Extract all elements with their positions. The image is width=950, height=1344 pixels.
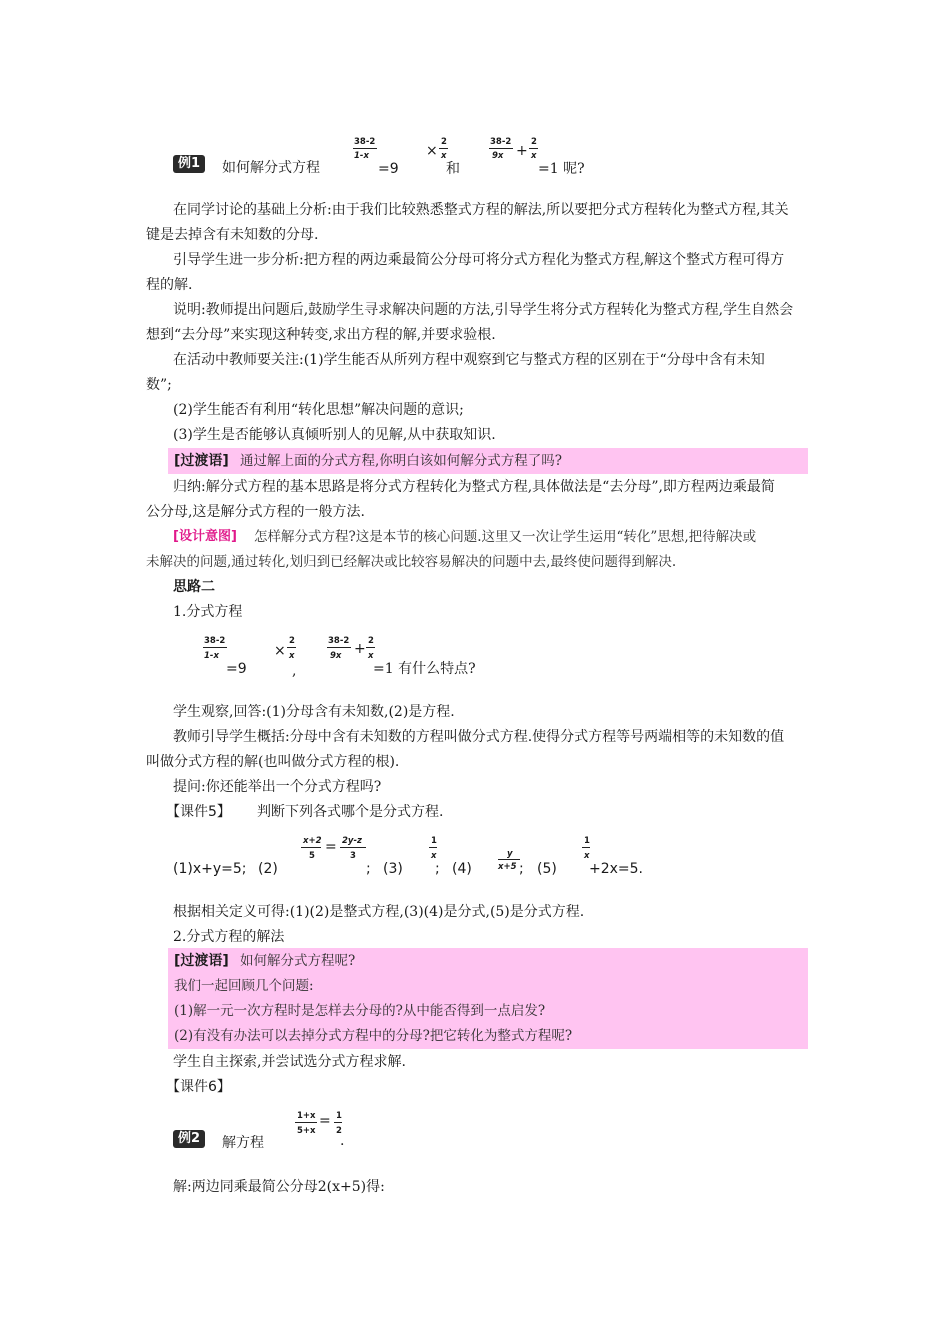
i2-frac1-denominator: 1-x: [204, 651, 219, 661]
list-item-1: (1)x+y=5;: [173, 861, 247, 877]
list-item-2-prefix: (2): [258, 861, 278, 877]
i2-frac4-bar: [366, 647, 375, 648]
i2-equals-9: =9: [226, 661, 247, 677]
e2-period: .: [340, 1133, 345, 1149]
i2-frac1-bar: [203, 647, 227, 648]
e1-plus: +: [516, 143, 528, 159]
paragraph-1-line-2: 键是去掉含有未知数的分母.: [146, 227, 319, 243]
judge-instruction: 判断下列各式哪个是分式方程.: [257, 804, 444, 820]
i2-comma: ,: [292, 663, 297, 679]
e1-frac3-bar: [489, 148, 513, 149]
item5-rest: +2x=5.: [589, 861, 644, 877]
definition-line-1: 教师引导学生概括:分母中含有未知数的方程叫做分式方程.使得分式方程等号两端相等的未知数的值: [173, 729, 785, 745]
e2-lhs-denominator: 5+x: [297, 1126, 316, 1136]
idea-2-item-2: 2.分式方程的解法: [173, 929, 285, 945]
i2-frac3-denominator: 9x: [330, 651, 342, 661]
paragraph-4-line-1: 在活动中教师要关注:(1)学生能否从所列方程中观察到它与整式方程的区别在于“分母中含有未知: [173, 352, 765, 368]
e1-frac1-numerator: 38-2: [354, 137, 376, 147]
transition-1-text: 通过解上面的分式方程,你明白该如何解分式方程了吗?: [240, 453, 563, 469]
list-item-4-prefix: (4): [452, 861, 472, 877]
item5-numerator: 1: [584, 836, 590, 846]
paragraph-6: (3)学生是否能够认真倾听别人的见解,从中获取知识.: [173, 427, 496, 443]
e1-frac4-denominator: x: [531, 151, 537, 161]
item4-semicolon: ;: [519, 861, 524, 877]
e2-rhs-denominator: 2: [336, 1126, 342, 1136]
example-2-badge: 例2: [173, 1130, 205, 1148]
e1-frac2-bar: [439, 148, 448, 149]
i2-frac3-bar: [327, 647, 351, 648]
e1-frac3-denominator: 9x: [492, 151, 504, 161]
e1-suffix: =1 呢?: [538, 161, 585, 177]
item2-equals: =: [325, 839, 337, 855]
question-prompt: 提问:你还能举出一个分式方程吗?: [173, 779, 382, 795]
student-observation: 学生观察,回答:(1)分母含有未知数,(2)是方程.: [173, 704, 455, 720]
list-item-3-prefix: (3): [383, 861, 403, 877]
i2-frac4-denominator: x: [368, 651, 374, 661]
item2-frac-a-numerator: x+2: [303, 836, 322, 846]
transition-2-line-4: (2)有没有办法可以去掉分式方程中的分母?把它转化为整式方程呢?: [174, 1028, 573, 1044]
paragraph-3-line-1: 说明:教师提出问题后,鼓励学生寻求解决问题的方法,引导学生将分式方程转化为整式方程,学生自然会: [173, 302, 794, 318]
paragraph-5: (2)学生能否有利用“转化思想”解决问题的意识;: [173, 402, 464, 418]
paragraph-1-line-1: 在同学讨论的基础上分析:由于我们比较熟悉整式方程的解法,所以要把分式方程转化为整式方程,其关: [173, 202, 789, 218]
i2-frac4-numerator: 2: [368, 636, 374, 646]
paragraph-3-line-2: 想到“去分母”来实现这种转变,求出方程的解,并要求验根.: [146, 327, 496, 343]
design-intent-line-1: 怎样解分式方程?这是本节的核心问题.这里又一次让学生运用“转化”思想,把待解决或: [254, 529, 757, 545]
e1-frac1-bar: [353, 148, 377, 149]
item2-frac-a-denominator: 5: [309, 851, 315, 861]
i2-suffix: =1 有什么特点?: [373, 661, 476, 677]
i2-frac3-numerator: 38-2: [328, 636, 350, 646]
example-1-badge: 例1: [173, 155, 205, 173]
paragraph-4-line-2: 数”;: [146, 377, 172, 393]
e2-rhs-bar: [334, 1122, 342, 1123]
list-item-5-prefix: (5): [537, 861, 557, 877]
transition-box-2: [168, 948, 808, 1049]
e1-frac4-numerator: 2: [531, 137, 537, 147]
e1-frac4-bar: [529, 148, 538, 149]
e1-frac2-denominator: x: [441, 151, 447, 161]
item2-frac-b-bar: [340, 847, 366, 848]
item2-frac-b-numerator: 2y-z: [342, 836, 362, 846]
transition-box-1: [168, 448, 808, 474]
item3-numerator: 1: [431, 836, 437, 846]
item2-frac-b-denominator: 3: [350, 851, 356, 861]
definition-line-2: 叫做分式方程的解(也叫做分式方程的根).: [146, 754, 400, 770]
i2-times: ×: [274, 643, 286, 659]
courseware-5-label: 【课件5】: [166, 804, 231, 820]
item4-denominator: x+5: [498, 862, 517, 872]
transition-2-label: [过渡语]: [174, 953, 229, 969]
e2-rhs-numerator: 1: [336, 1111, 342, 1121]
e2-lhs-numerator: 1+x: [297, 1111, 316, 1121]
summary-line-2: 公分母,这是解分式方程的一般方法.: [146, 504, 365, 520]
item3-semicolon: ;: [435, 861, 440, 877]
i2-frac2-bar: [287, 647, 296, 648]
e2-equals: =: [319, 1113, 331, 1129]
explore-text: 学生自主探索,并尝试选分式方程求解.: [173, 1054, 406, 1070]
example-1-prefix: 如何解分式方程: [222, 160, 320, 176]
item2-frac-a-bar: [301, 847, 321, 848]
transition-1-label: [过渡语]: [174, 453, 229, 469]
transition-2-line-1: 如何解分式方程呢?: [240, 953, 356, 969]
e1-frac3-numerator: 38-2: [490, 137, 512, 147]
e2-lhs-bar: [295, 1122, 317, 1123]
transition-2-line-3: (1)解一元一次方程时是怎样去分母的?从中能否得到一点启发?: [174, 1003, 546, 1019]
item3-bar: [429, 847, 437, 848]
item2-semicolon: ;: [366, 861, 371, 877]
item4-numerator: y: [507, 849, 513, 859]
item3-denominator: x: [431, 851, 437, 861]
i2-frac2-numerator: 2: [289, 636, 295, 646]
item4-bar: [498, 859, 520, 860]
e1-frac2-numerator: 2: [441, 137, 447, 147]
paragraph-2-line-1: 引导学生进一步分析:把方程的两边乘最简公分母可将分式方程化为整式方程,解这个整式方程可得方: [173, 252, 785, 268]
example-2-prefix: 解方程: [222, 1135, 264, 1151]
i2-frac1-numerator: 38-2: [204, 636, 226, 646]
solution-line: 解:两边同乘最简公分母2(x+5)得:: [173, 1179, 385, 1195]
e1-times: ×: [426, 143, 438, 159]
i2-frac2-denominator: x: [289, 651, 295, 661]
idea-2-item-1: 1.分式方程: [173, 604, 243, 620]
e1-equals-9: =9: [378, 161, 399, 177]
item5-bar: [582, 847, 590, 848]
idea-2-heading: 思路二: [173, 579, 215, 595]
i2-plus: +: [354, 641, 366, 657]
paragraph-2-line-2: 程的解.: [146, 277, 193, 293]
e1-frac1-denominator: 1-x: [354, 151, 369, 161]
design-intent-line-2: 未解决的问题,通过转化,划归到已经解决或比较容易解决的问题中去,最终使问题得到解决.: [146, 554, 677, 570]
summary-line-1: 归纳:解分式方程的基本思路是将分式方程转化为整式方程,具体做法是“去分母”,即方程两边乘最简: [173, 479, 775, 495]
transition-2-line-2: 我们一起回顾几个问题:: [174, 978, 314, 994]
conclusion: 根据相关定义可得:(1)(2)是整式方程,(3)(4)是分式,(5)是分式方程.: [173, 904, 585, 920]
design-intent-label: [设计意图]: [173, 529, 237, 544]
item5-denominator: x: [584, 851, 590, 861]
courseware-6-label: 【课件6】: [166, 1079, 231, 1095]
e1-and: 和: [446, 161, 460, 177]
